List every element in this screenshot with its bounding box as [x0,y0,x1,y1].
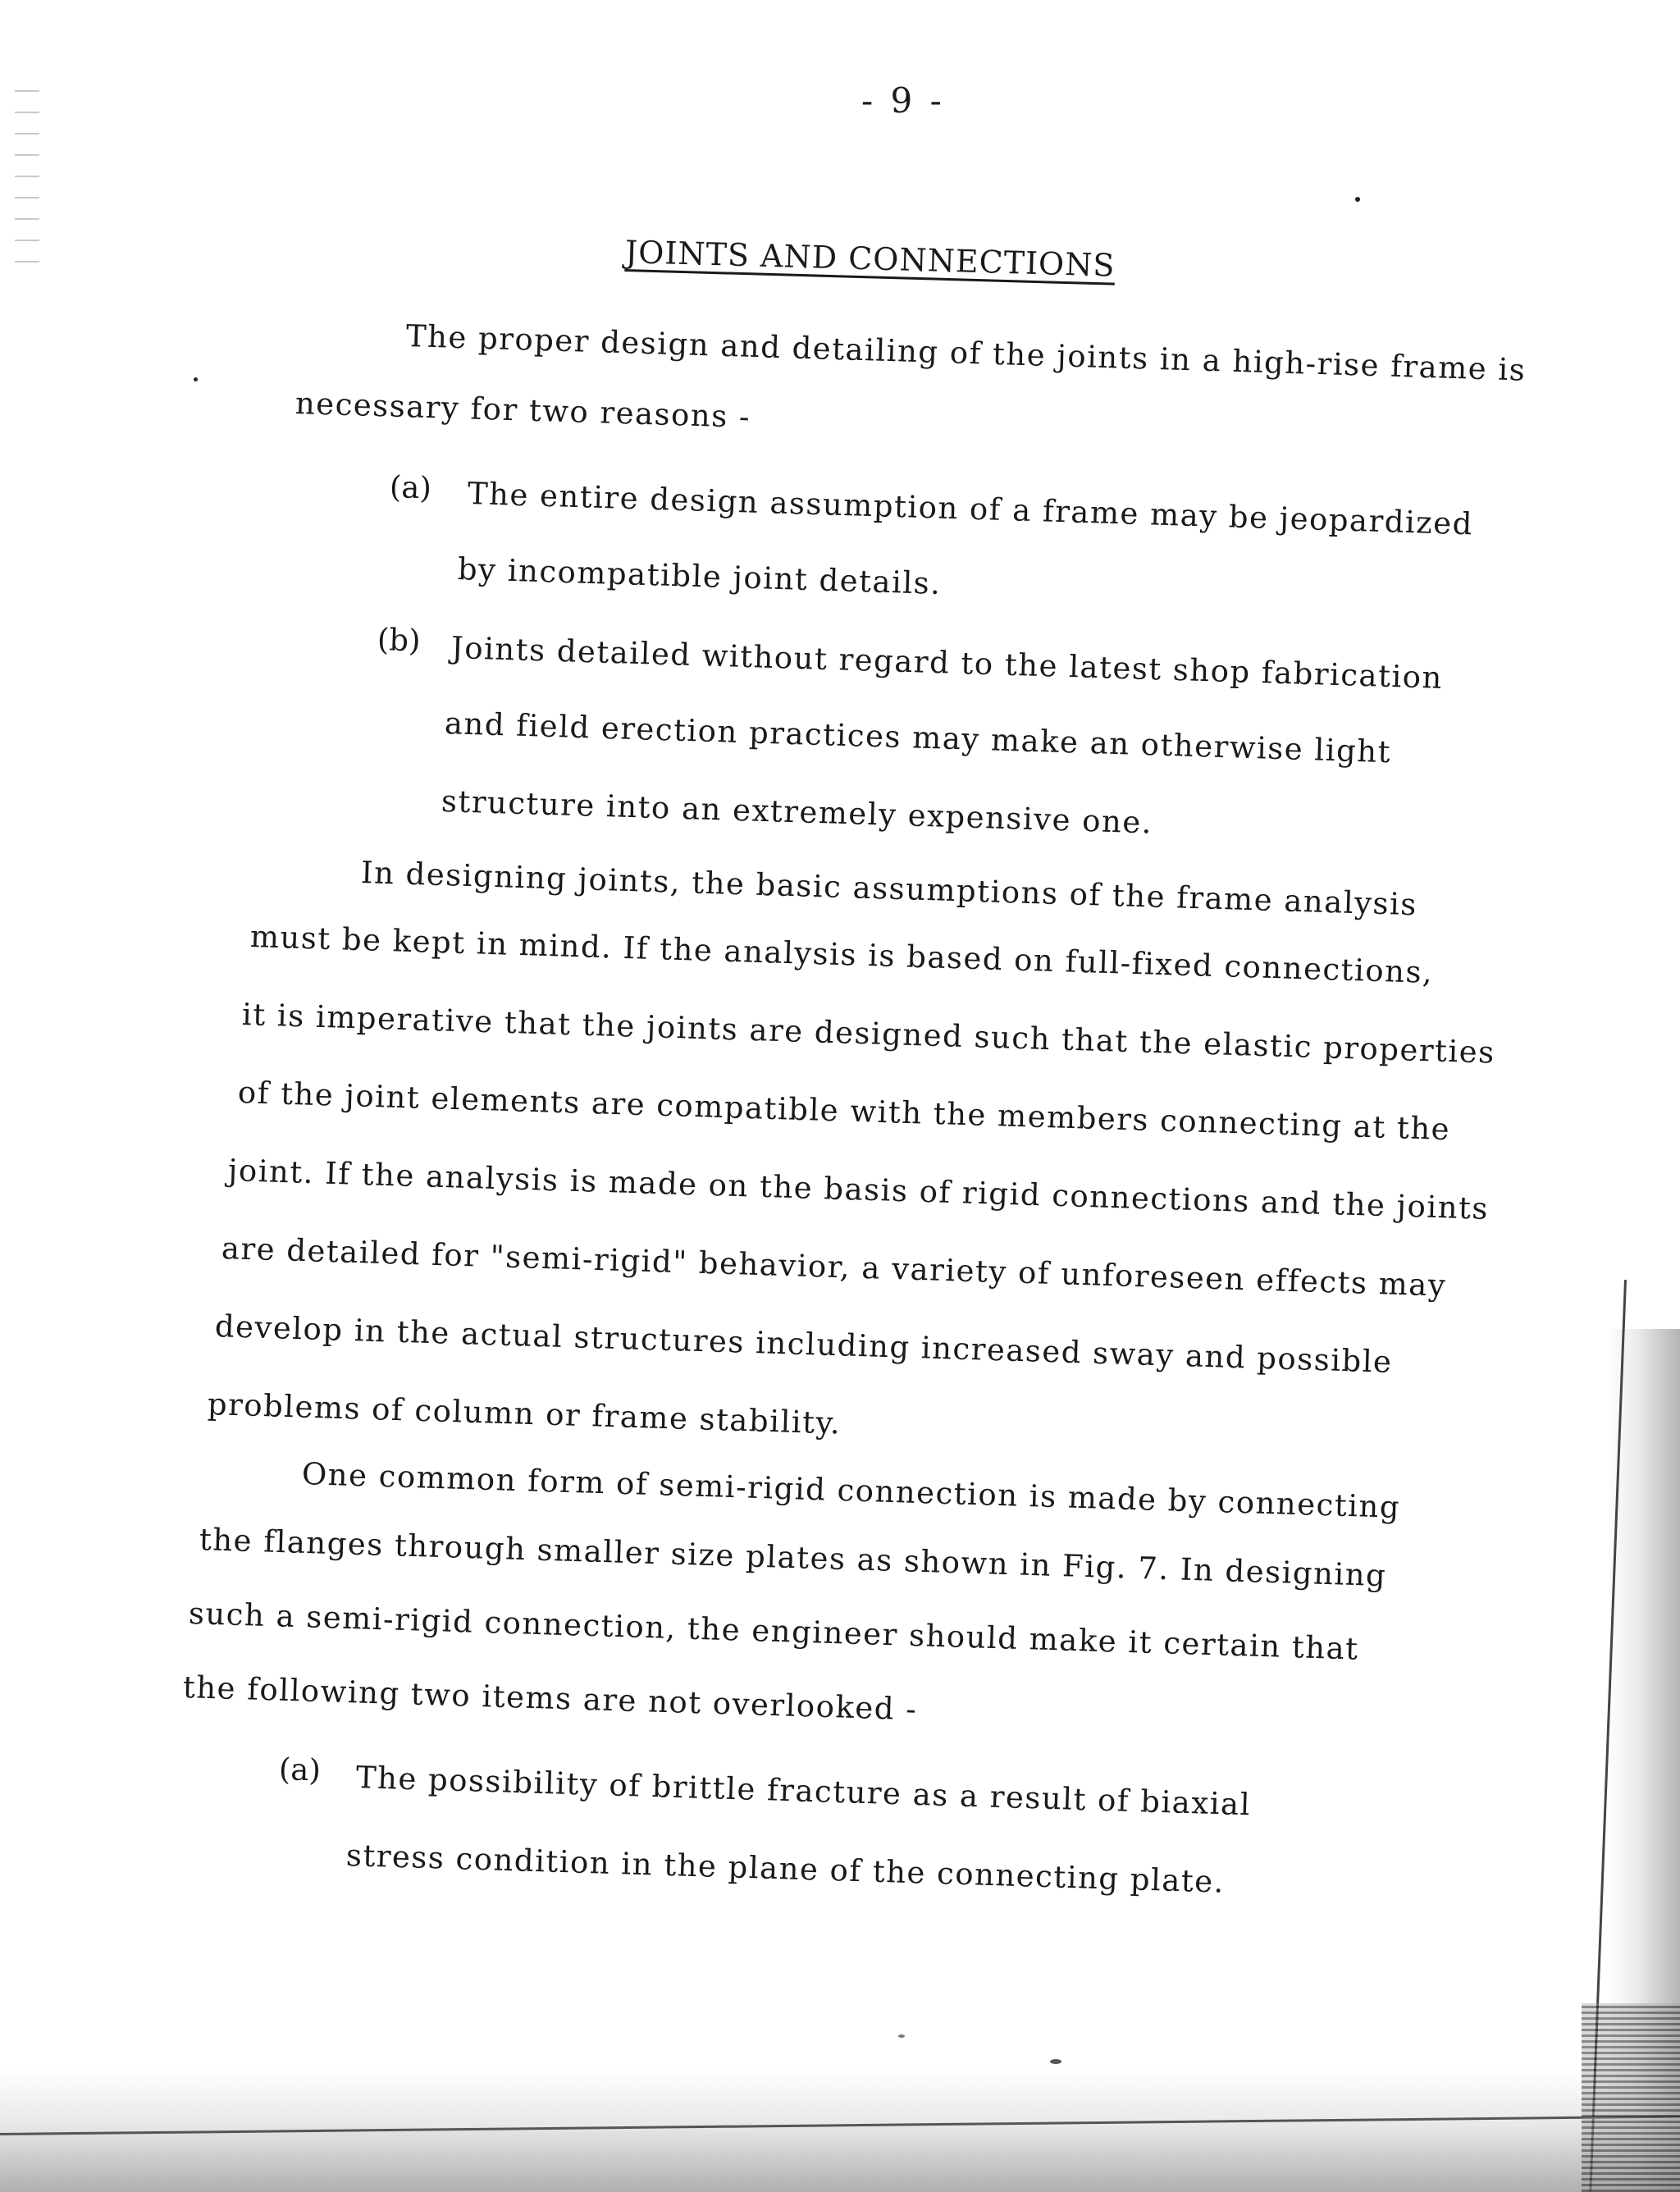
list-item-line: stress condition in the plane of the connecting plate. [345,1838,1226,1900]
paragraph-2-line: develop in the actual structures including increased sway and possible [214,1308,1394,1380]
list-item-line: by incompatible joint details. [457,551,943,601]
list-item-line: Joints detailed without regard to the latest shop fabrication [450,630,1444,696]
scan-speck [194,377,198,381]
list-item-line: and field erection practices may make an otherwise light [444,706,1392,770]
list-item-label: (a) [389,469,432,506]
paragraph-3-line: such a semi-rigid connection, the engineer should make it certain that [188,1596,1360,1667]
scan-speck [898,2034,905,2038]
scan-margin-marks [15,90,39,271]
paragraph-2-line: joint. If the analysis is made on the basis of rigid connections and the joints [227,1153,1490,1226]
section-title: JOINTS AND CONNECTIONS [624,234,1116,284]
paragraph-3-line: One common form of semi-rigid connection is made by connecting [301,1456,1401,1525]
list-item-label: (a) [278,1751,322,1788]
paragraph-3-line: the following two items are not overlooked - [182,1669,918,1728]
scan-corner-shadow [1582,2003,1680,2192]
list-item-line: The possibility of brittle fracture as a result of biaxial [355,1760,1252,1823]
paragraph-2-line: are detailed for "semi-rigid" behavior, a variety of unforeseen effects may [221,1231,1447,1304]
list-item-line: structure into an extremely expensive one. [441,783,1153,841]
paragraph-2-line: it is imperative that the joints are designed such that the elastic properties [241,997,1496,1071]
page-number: - 9 - [861,80,945,121]
list-item-line: The entire design assumption of a frame may be jeopardized [467,476,1474,542]
paragraph-2-line: In designing joints, the basic assumptions of the frame analysis [360,855,1418,923]
scan-speck [1050,2059,1061,2064]
paragraph-2-line: must be kept in mind. If the analysis is based on full-fixed connections, [249,919,1434,991]
paragraph-1-line: The proper design and detailing of the joints in a high-rise frame is [405,318,1527,388]
paragraph-2-line: of the joint elements are compatible with the members connecting at the [237,1075,1451,1148]
scan-speck [1355,197,1360,202]
paragraph-2-line: problems of column or frame stability. [207,1386,842,1441]
paragraph-3-line: the flanges through smaller size plates as shown in Fig. 7. In designing [199,1522,1387,1594]
list-item-label: (b) [377,622,422,659]
paragraph-1-line: necessary for two reasons - [294,386,751,435]
